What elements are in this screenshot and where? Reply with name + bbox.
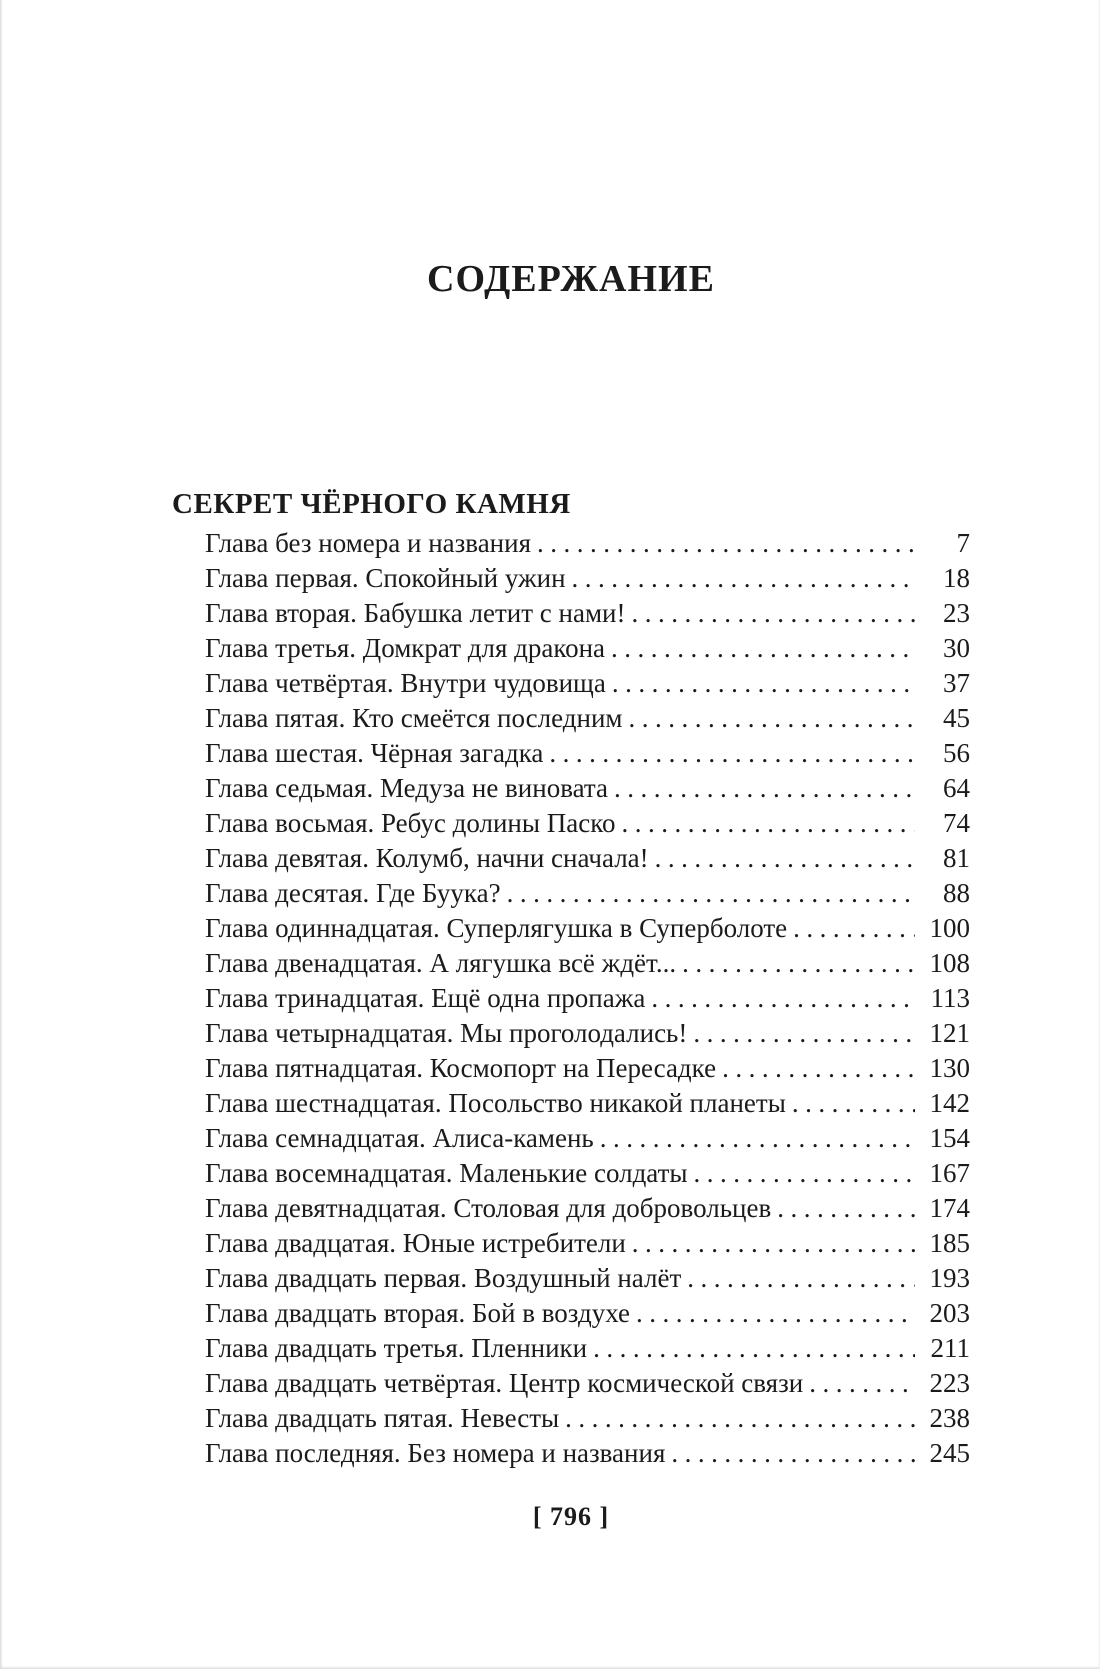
toc-entry-page: 88 (943, 878, 970, 908)
toc-entry (205, 631, 970, 666)
toc-entry-page: 7 (956, 528, 970, 558)
toc-entry-page: 74 (943, 808, 970, 838)
toc-entry-page: 23 (943, 598, 970, 628)
toc-entry-page: 45 (943, 703, 970, 733)
toc-dot-leader (688, 1156, 915, 1191)
toc-list (172, 526, 970, 1471)
toc-entry-title: Глава четырнадцатая. Мы проголодались! (205, 1018, 688, 1048)
toc-entry (205, 1156, 970, 1191)
toc-dot-leader (626, 1226, 915, 1261)
toc-dot-leader (649, 841, 915, 876)
toc-entry-title: Глава двадцать первая. Воздушный налёт (205, 1263, 682, 1293)
toc-entry (205, 1051, 970, 1086)
toc-entry (205, 1121, 970, 1156)
toc-dot-leader (501, 876, 915, 911)
toc-entry (205, 561, 970, 596)
toc-entry (205, 1086, 970, 1121)
toc-entry-page: 223 (929, 1368, 970, 1398)
toc-entry-title: Глава пятнадцатая. Космопорт на Пересадке (205, 1053, 717, 1083)
toc-dot-leader (630, 1296, 915, 1331)
toc-entry (205, 1401, 970, 1436)
toc-entry-title: Глава девятая. Колумб, начни сначала! (205, 843, 649, 873)
toc-entry-page: 185 (929, 1228, 970, 1258)
toc-dot-leader (771, 1191, 915, 1226)
toc-entry-title: Глава двадцатая. Юные истребители (205, 1228, 626, 1258)
toc-entry-title: Глава двадцать четвёртая. Центр космической связи (205, 1368, 804, 1398)
toc-entry-title: Глава последняя. Без номера и названия (205, 1438, 666, 1468)
toc-entry-page: 154 (929, 1123, 970, 1153)
toc-entry-title: Глава без номера и названия (205, 528, 532, 558)
toc-entry-page: 238 (929, 1403, 970, 1433)
toc-entry (205, 736, 970, 771)
toc-entry (205, 526, 970, 561)
toc-dot-leader (531, 526, 915, 561)
toc-entry (205, 981, 970, 1016)
toc-entry-title: Глава четвёртая. Внутри чудовища (205, 668, 606, 698)
toc-entry-page: 193 (929, 1263, 970, 1293)
toc-entry-page: 113 (930, 983, 970, 1013)
toc-entry-title: Глава шестнадцатая. Посольство никакой планеты (205, 1088, 786, 1118)
toc-dot-leader (786, 1086, 915, 1121)
toc-entry-page: 142 (929, 1088, 970, 1118)
toc-entry-title: Глава двадцать третья. Пленники (205, 1333, 588, 1363)
toc-entry-title: Глава двенадцатая. А лягушка всё ждёт... (205, 948, 677, 978)
toc-content (172, 0, 970, 1471)
toc-entry-title: Глава седьмая. Медуза не виновата (205, 773, 608, 803)
toc-entry (205, 911, 970, 946)
toc-entry-page: 203 (929, 1298, 970, 1328)
toc-entry-title: Глава шестая. Чёрная загадка (205, 738, 544, 768)
toc-dot-leader (606, 666, 915, 701)
toc-dot-leader (676, 946, 915, 981)
toc-dot-leader (615, 806, 915, 841)
toc-entry (205, 666, 970, 701)
toc-entry-title: Глава девятнадцатая. Столовая для добровольцев (205, 1193, 772, 1223)
toc-dot-leader (645, 981, 915, 1016)
toc-entry (205, 1296, 970, 1331)
scan-edge-left (0, 0, 3, 1669)
page-title: СОДЕРЖАНИЕ (427, 258, 715, 300)
toc-entry (205, 1366, 970, 1401)
toc-entry-title: Глава двадцать пятая. Невесты (205, 1403, 560, 1433)
toc-entry-page: 130 (929, 1053, 970, 1083)
toc-entry-page: 18 (943, 563, 970, 593)
toc-entry-title: Глава первая. Спокойный ужин (205, 563, 566, 593)
toc-dot-leader (803, 1366, 915, 1401)
toc-dot-leader (787, 911, 915, 946)
toc-entry-page: 211 (930, 1333, 970, 1363)
toc-entry-title: Глава семнадцатая. Алиса-камень (205, 1123, 594, 1153)
toc-entry-page: 30 (943, 633, 970, 663)
toc-entry-page: 56 (943, 738, 970, 768)
toc-entry-title: Глава вторая. Бабушка летит с нами! (205, 598, 626, 628)
toc-entry-title: Глава третья. Домкрат для дракона (205, 633, 606, 663)
toc-dot-leader (566, 561, 915, 596)
toc-entry-title: Глава тринадцатая. Ещё одна пропажа (205, 983, 646, 1013)
toc-entry-title: Глава одиннадцатая. Суперлягушка в Суперболоте (205, 913, 788, 943)
toc-dot-leader (605, 631, 915, 666)
toc-entry-title: Глава восьмая. Ребус долины Паско (205, 808, 616, 838)
toc-entry-title: Глава пятая. Кто смеётся последним (205, 703, 623, 733)
toc-entry-page: 64 (943, 773, 970, 803)
toc-entry (205, 1261, 970, 1296)
toc-entry (205, 1016, 970, 1051)
toc-entry (205, 946, 970, 981)
toc-entry-page: 167 (929, 1158, 970, 1188)
toc-entry (205, 596, 970, 631)
toc-dot-leader (594, 1121, 915, 1156)
toc-dot-leader (559, 1401, 915, 1436)
toc-entry (205, 876, 970, 911)
toc-entry-page: 245 (929, 1438, 970, 1468)
toc-entry (205, 1226, 970, 1261)
section-heading: СЕКРЕТ ЧЁРНОГО КАМНЯ (172, 488, 571, 520)
toc-dot-leader (543, 736, 915, 771)
toc-dot-leader (625, 596, 915, 631)
toc-entry (205, 701, 970, 736)
toc-dot-leader (665, 1436, 915, 1471)
toc-entry (205, 1436, 970, 1471)
toc-entry (205, 806, 970, 841)
toc-entry-page: 100 (929, 913, 970, 943)
toc-dot-leader (587, 1331, 915, 1366)
toc-entry (205, 841, 970, 876)
toc-dot-leader (623, 701, 916, 736)
toc-entry (205, 1191, 970, 1226)
toc-dot-leader (608, 771, 915, 806)
toc-entry (205, 771, 970, 806)
toc-entry-page: 81 (943, 843, 970, 873)
toc-entry-page: 108 (929, 948, 970, 978)
footer-page-number: [ 796 ] (532, 1502, 610, 1531)
toc-entry-page: 37 (943, 668, 970, 698)
toc-entry-page: 121 (929, 1018, 970, 1048)
toc-entry-title: Глава восемнадцатая. Маленькие солдаты (205, 1158, 688, 1188)
toc-entry (205, 1331, 970, 1366)
toc-dot-leader (716, 1051, 915, 1086)
toc-dot-leader (681, 1261, 915, 1296)
toc-dot-leader (687, 1016, 915, 1051)
toc-entry-title: Глава десятая. Где Буука? (205, 878, 501, 908)
toc-entry-page: 174 (929, 1193, 970, 1223)
toc-entry-title: Глава двадцать вторая. Бой в воздухе (205, 1298, 631, 1328)
